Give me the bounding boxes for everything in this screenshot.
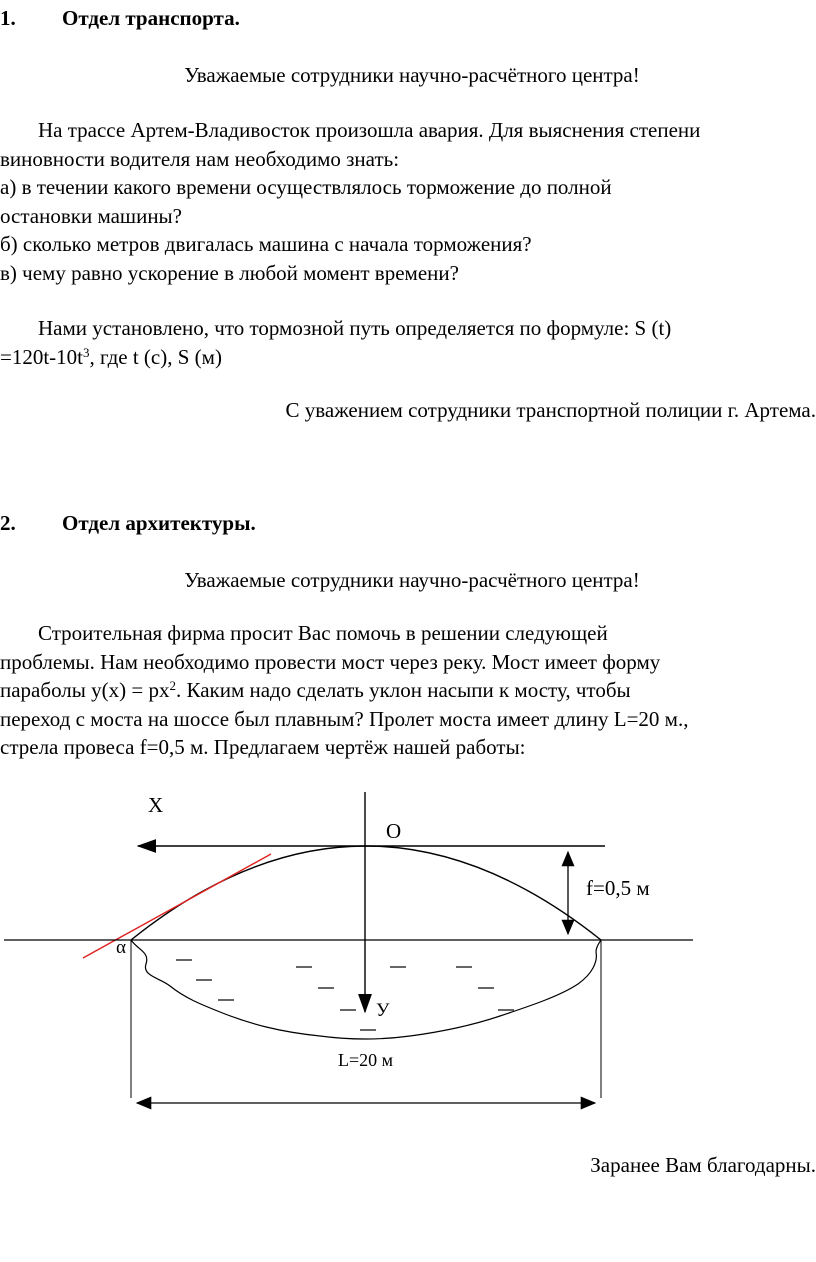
section1-greeting: Уважаемые сотрудники научно-расчётного центра! bbox=[184, 63, 640, 87]
section2-p3-pre: параболы y(x) = px bbox=[0, 678, 170, 703]
section1-title: Отдел транспорта. bbox=[62, 6, 240, 30]
section1-question-a2: остановки машины? bbox=[0, 203, 182, 228]
section1-question-b: б) сколько метров двигалась машина с начала торможения? bbox=[0, 232, 532, 257]
section2-heading bbox=[0, 510, 256, 536]
label-alpha: α bbox=[116, 937, 126, 958]
section2-title: Отдел архитектуры. bbox=[62, 511, 256, 535]
section2-greeting: Уважаемые сотрудники научно-расчётного центра! bbox=[184, 568, 640, 592]
section2-thanks: Заранее Вам благодарны. bbox=[590, 1153, 816, 1177]
section2-p4: переход с моста на шоссе был плавным? Пролет моста имеет длину L=20 м., bbox=[0, 706, 689, 731]
section2-p3 bbox=[0, 676, 816, 705]
section1-signature: С уважением сотрудники транспортной полиции г. Артема. bbox=[285, 398, 816, 422]
label-o: O bbox=[386, 819, 402, 843]
section1-question-c: в) чему равно ускорение в любой момент времени? bbox=[0, 260, 459, 285]
label-f: f=0,5 м bbox=[586, 876, 650, 900]
section1-formula bbox=[0, 314, 816, 371]
formula-line2 bbox=[0, 343, 816, 372]
section2-p5: стрела провеса f=0,5 м. Предлагаем чертёж нашей работы: bbox=[0, 735, 526, 760]
section2-body bbox=[0, 619, 816, 762]
section1-intro-cont: виновности водителя нам необходимо знать: bbox=[0, 146, 400, 171]
water-marks bbox=[176, 960, 514, 1030]
formula-post: , где t (с), S (м) bbox=[89, 344, 222, 369]
section1-body bbox=[0, 116, 816, 288]
label-l: L=20 м bbox=[338, 1050, 394, 1070]
section1-number: 1. bbox=[0, 6, 16, 30]
formula-line1: Нами установлено, что тормозной путь определяется по формуле: S (t) bbox=[38, 316, 672, 340]
section2-p3-exponent: 2 bbox=[169, 678, 176, 694]
section2-p1: Строительная фирма просит Вас помочь в решении следующей bbox=[38, 621, 608, 645]
formula-pre: =120t-10t bbox=[0, 344, 84, 369]
river-outline bbox=[131, 940, 601, 1039]
section1-heading bbox=[0, 5, 240, 31]
label-y: У bbox=[376, 1000, 390, 1021]
section2-number: 2. bbox=[0, 511, 16, 535]
tangent-line bbox=[83, 854, 271, 958]
section2-p2: проблемы. Нам необходимо провести мост через реку. Мост имеет форму bbox=[0, 649, 661, 674]
section1-intro: На трассе Артем-Владивосток произошла авария. Для выяснения степени bbox=[38, 118, 701, 142]
section1-question-a1: а) в течении какого времени осуществлялось торможение до полной bbox=[0, 175, 612, 200]
section2-p3-post: . Каким надо сделать уклон насыпи к мосту, чтобы bbox=[175, 678, 631, 703]
label-x: X bbox=[148, 793, 164, 817]
bridge-diagram bbox=[0, 780, 816, 1120]
formula-exponent: 3 bbox=[83, 344, 90, 360]
